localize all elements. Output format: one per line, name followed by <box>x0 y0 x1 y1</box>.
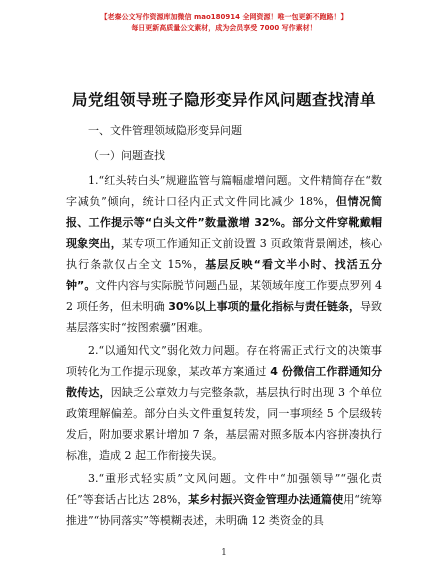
text-run: 3.“重形式轻实质”文风问题。文件中“加强领导”“强化责任”等套话占比达 28%， <box>66 472 382 506</box>
page-number: 1 <box>221 548 227 558</box>
banner-line-2: 每日更新高质量公文素材，成为会员享受 7000 写作素材！ <box>131 24 317 32</box>
text-run: 1.“红头转白头”规避监管与篇幅虚增问题。文件精简存在“数字减负”倾向，统计口径内正式文件同比减少 18%， <box>66 174 382 208</box>
bold-run: 基层反映“看文半小时、找活五分钟”。 <box>66 258 382 292</box>
document-title: 局党组领导班子隐形变异作风问题查找清单 <box>71 91 376 109</box>
paragraph-3 <box>66 468 382 531</box>
text-run: 因缺乏公章效力与完整条款，基层执行时出现 3 个单位政策理解偏差。部分白头文件重复转发，同一事项经 5 个层级转发后，附加要求累计增加 7 条，基层需对照多版本内容拼凑执行标准，造成 2 起工作衔接失误。 <box>66 386 382 462</box>
text-run: 某专项工作通知正文前设置 3 页政策背景阐述，核心执行条款仅占全文 15%， <box>66 237 383 271</box>
header-banner <box>0 12 448 34</box>
document-body <box>66 120 382 533</box>
bold-run: 某乡村振兴资金管理办法通篇使 <box>188 493 344 506</box>
section-heading: 一、文件管理领域隐形变异问题 <box>88 124 242 137</box>
bold-run: 但情况简报、工作提示等“白头文件”数量激增 32%。 <box>66 195 383 229</box>
bold-run: 30%以上事项的量化指标与责任链条， <box>168 300 360 313</box>
paragraph-1 <box>66 170 382 338</box>
bold-run: 4 份微信工作群通知分散传达， <box>66 365 383 399</box>
text-run: 用“统筹推进”“协同落实”等模糊表述，未明确 12 类资金的具 <box>66 493 383 527</box>
text-run: 2.“以通知代文”弱化效力问题。存在将需正式行文的决策事项转化为工作提示现象，某改革方案通过 <box>66 344 382 378</box>
banner-line-1: 【老秦公文写作资源库加微信 mao180914 全网资源！唯一包更新不跑路！】 <box>100 13 348 21</box>
text-run: 文件内容与实际脱节问题凸显，某领域年度工作要点罗列 42 项任务，但未明确 <box>66 279 383 313</box>
paragraph-2 <box>66 340 382 466</box>
bold-run: 部分文件穿靴戴帽现象突出， <box>66 216 383 250</box>
subsection-heading: （一）问题查找 <box>88 149 165 162</box>
text-run: 导致基层落实时“按图索骥”困难。 <box>66 300 383 334</box>
